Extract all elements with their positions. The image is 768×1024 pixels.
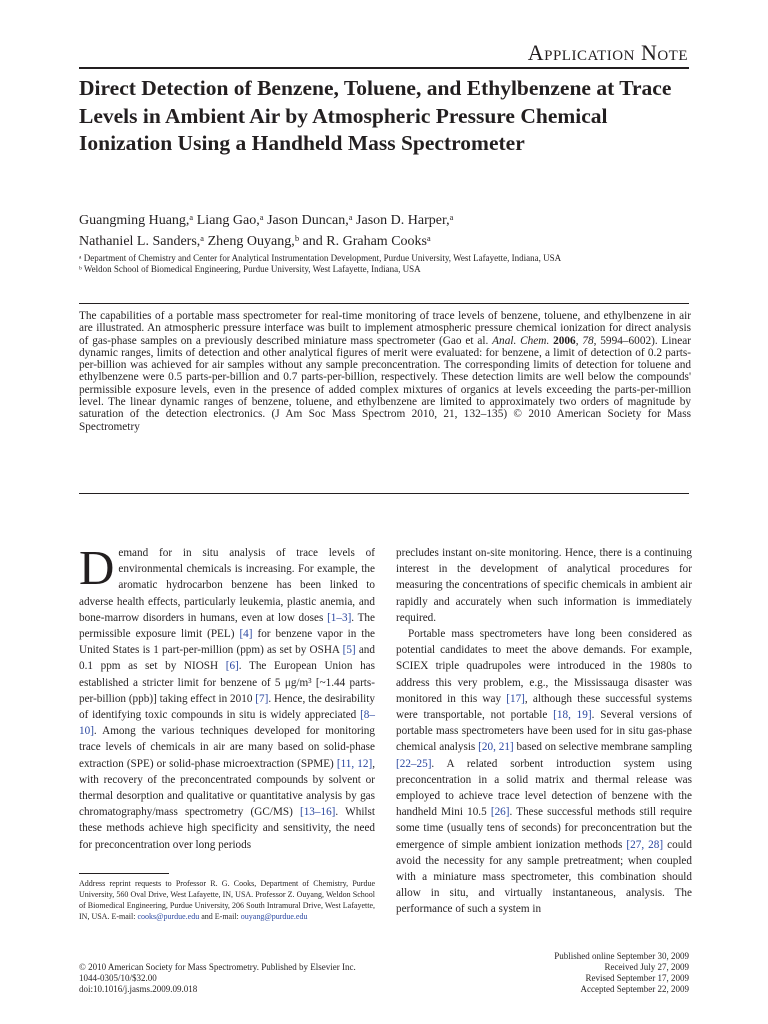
body-text: based on selective membrane sampling: [513, 741, 693, 754]
abstract-top-rule: [79, 303, 689, 304]
body-text: Portable mass spectrometers have long been considered as potential candidates to meet the above demands. For example, SCIEX triple quadrupoles were introduced in the 1980s to address this very problem, e.g., the Mississauga disaster was monitored in this way: [396, 628, 692, 705]
email-link[interactable]: cooks@purdue.edu: [137, 912, 200, 921]
body-text: . Among the various techniques developed for monitoring trace levels of chemicals in air are many based on solid-phase extraction (SPE) or solid-phase microextraction (SPME): [79, 725, 375, 770]
citation-link[interactable]: [7]: [255, 692, 269, 705]
body-text: . These successful methods still require some time (usually tens of seconds) for preconcentration but the emergence of simple ambient ionization methods: [396, 806, 692, 851]
affiliation-a: ᵃ Department of Chemistry and Center for Analytical Instrumentation Development, Purdue University, West Lafayette, Indiana, USA: [79, 253, 562, 263]
drop-cap: D: [79, 540, 115, 595]
citation-link[interactable]: [27, 28]: [626, 838, 664, 851]
journal-name: Anal. Chem.: [492, 334, 550, 347]
citation-link[interactable]: [8–10]: [79, 709, 375, 738]
body-text: . The permissible exposure limit (PEL): [79, 611, 375, 641]
body-text: , with recovery of the preconcentrated compounds by solvent or thermal desorption and qualitative or quantitative analysis by gas chromatography/mass spectrometry (GC/MS): [79, 757, 375, 819]
footnote-rule: [79, 873, 169, 874]
article-type-label: Application Note: [527, 40, 688, 65]
footnote-text: Address reprint requests to Professor R. G. Cooks, Department of Chemistry, Purdue University, 560 Oval Drive, West Lafayette, IN, USA. Professor Z. Ouyang, Weldon School of Biomedical Engineering, Purdue University, 206 South Intramural Drive, West Lafayette, IN, USA. E-mail:: [79, 879, 375, 921]
affiliations: [79, 253, 699, 275]
citation-link[interactable]: [1–3]: [327, 611, 352, 624]
abstract: The capabilities of a portable mass spectrometer for real-time monitoring of trace levels of benzene, toluene, and ethylbenzene in air are illustrated. An atmospheric pressure interface was built to implement atmospheric pressure chemical ionization for direct analysis of gas-phase samples on a previously described miniature mass spectrometer (Gao et al. Anal. Chem. 2006, 78, 5994–6002). Linear dynamic ranges, limits of detection and other analytical figures of merit were evaluated: for benzene, a limit of detection of 0.2 parts-per-billion was achieved for air samples without any sample preconcentration. The corresponding limits of detection for toluene and ethylbenzene were 0.5 parts-per-billion and 0.7 parts-per-billion, respectively. These detection limits are well below the compounds' permissible exposure levels, even in the presence of added complex mixtures of organics at levels exceeding the parts-per-million level. The linear dynamic ranges of benzene, toluene, and ethylbenzene are limited to approximately two orders of magnitude by saturation of the detection electronics. (J Am Soc Mass Spectrom 2010, 21, 132–135) © 2010 American Society for Mass Spectrometry: [79, 310, 691, 433]
body-text: and 0.1 ppm as set by NIOSH: [79, 644, 375, 673]
doi-line[interactable]: doi:10.1016/j.jasms.2009.09.018: [79, 984, 198, 994]
issn-line: 1044-0305/10/$32.00: [79, 973, 157, 983]
body-column-right: [396, 545, 692, 918]
accepted-date: Accepted September 22, 2009: [580, 984, 689, 994]
copyright-block: [79, 962, 459, 995]
citation-link[interactable]: [5]: [342, 644, 356, 657]
abstract-text: , 5994–6002). Linear dynamic ranges, limits of detection and other analytical figures of merit were evaluated: for benzene, a limit of detection of 0.2 parts-per-billion was achieved for air samples without any sample preconcentration. The corresponding limits of detection for toluene and ethylbenzene were 0.5 parts-per-billion and 0.7 parts-per-billion, respectively. These detection limits are well below the compounds' permissible exposure levels, even in the presence of added complex mixtures of organics at levels exceeding the parts-per-million level. The linear dynamic ranges of benzene, toluene, and ethylbenzene are limited to approximately two orders of magnitude by saturation of the detection electronics. (J Am Soc Mass Spectrom 2010, 21, 132–135) © 2010 American Society for Mass Spectrometry: [79, 334, 691, 433]
body-text: . Hence, the desirability of identifying toxic compounds in situ is widely appreciated: [79, 692, 375, 722]
body-text: . Whilst these methods achieve high specificity and sensitivity, the need for preconcentration over long periods: [79, 806, 376, 851]
header-rule: [79, 67, 689, 69]
body-text: . Several versions of portable mass spectrometers have been used for in situ gas-phase chemical analysis: [396, 709, 693, 754]
citation-link[interactable]: [4]: [239, 628, 253, 641]
revised-date: Revised September 17, 2009: [585, 973, 689, 983]
citation-link[interactable]: [20, 21]: [478, 741, 514, 754]
body-text: , although these successful systems were transportable, not portable: [396, 692, 692, 722]
citation-link[interactable]: [18, 19]: [553, 709, 592, 722]
body-text: for benzene vapor in the United States is 1 part-per-million (ppm) as set by OSHA: [79, 628, 375, 657]
article-title: Direct Detection of Benzene, Toluene, and Ethylbenzene at Trace Levels in Ambient Air by Atmospheric Pressure Chemical Ionization Using a Handheld Mass Spectrometer: [79, 76, 672, 155]
intro-paragraph: [79, 540, 376, 853]
body-text: . The European Union has established a stricter limit for benzene of 5 μg/m³ [~1.44 parts-per-billion (ppb)] taking effect in 2010: [79, 660, 375, 705]
published-date: Published online September 30, 2009: [554, 951, 689, 961]
body-column-left: [79, 540, 376, 853]
citation-link[interactable]: [17]: [506, 692, 525, 705]
footnote-text: and E-mail:: [199, 912, 241, 921]
copyright-line: © 2010 American Society for Mass Spectrometry. Published by Elsevier Inc.: [79, 962, 356, 972]
author-line: Guangming Huang,ᵃ Liang Gao,ᵃ Jason Duncan,ᵃ Jason D. Harper,ᵃ: [79, 213, 454, 228]
journal-volume: 78: [582, 334, 594, 347]
body-text: could avoid the necessity for any sample pretreatment; when coupled with a miniature mass spectrometer, this combination should allow in situ, and virtually instantaneous, analysis. The performance of such a system in: [396, 838, 693, 916]
body-paragraph: [396, 626, 692, 918]
citation-link[interactable]: [26]: [490, 806, 510, 819]
body-text: . A related sorbent introduction system using preconcentration in a solid matrix and thermal release was employed to achieve trace level detection of benzene with the handheld Mini 10.5: [396, 757, 692, 819]
abstract-bottom-rule: [79, 493, 689, 494]
correspondence-footnote: [79, 878, 375, 922]
body-paragraph: precludes instant on-site monitoring. Hence, there is a continuing interest in the development of analytical procedures for measuring the concentrations of specific chemicals in ambient air rapidly and accurately when such information is immediately required.: [396, 547, 692, 624]
email-link[interactable]: ouyang@purdue.edu: [240, 912, 308, 921]
citation-link[interactable]: [13–16]: [299, 806, 336, 819]
citation-link[interactable]: [22–25]: [396, 757, 432, 770]
author-list: [79, 210, 699, 252]
citation-link[interactable]: [11, 12]: [336, 757, 373, 770]
body-text: emand for in situ analysis of trace levels of environmental chemicals is increasing. For example, the aromatic hydrocarbon benzene has been linked to adverse health effects, particularly leukemia, plastic anemia, and bone-marrow disorders in humans, even at low doses: [79, 547, 375, 624]
affiliation-b: ᵇ Weldon School of Biomedical Engineering, Purdue University, West Lafayette, Indiana, USA: [79, 264, 421, 274]
abstract-text: The capabilities of a portable mass spectrometer for real-time monitoring of trace levels of benzene, toluene, and ethylbenzene in air are illustrated. An atmospheric pressure interface was built to implement atmospheric pressure chemical ionization for direct analysis of gas-phase samples on a previously described miniature mass spectrometer (Gao et al.: [79, 310, 691, 347]
article-dates: [429, 951, 689, 995]
journal-year: 2006: [553, 334, 576, 347]
citation-link[interactable]: [6]: [225, 660, 239, 673]
author-line: Nathaniel L. Sanders,ᵃ Zheng Ouyang,ᵇ and R. Graham Cooksᵃ: [79, 234, 431, 249]
received-date: Received July 27, 2009: [604, 962, 689, 972]
